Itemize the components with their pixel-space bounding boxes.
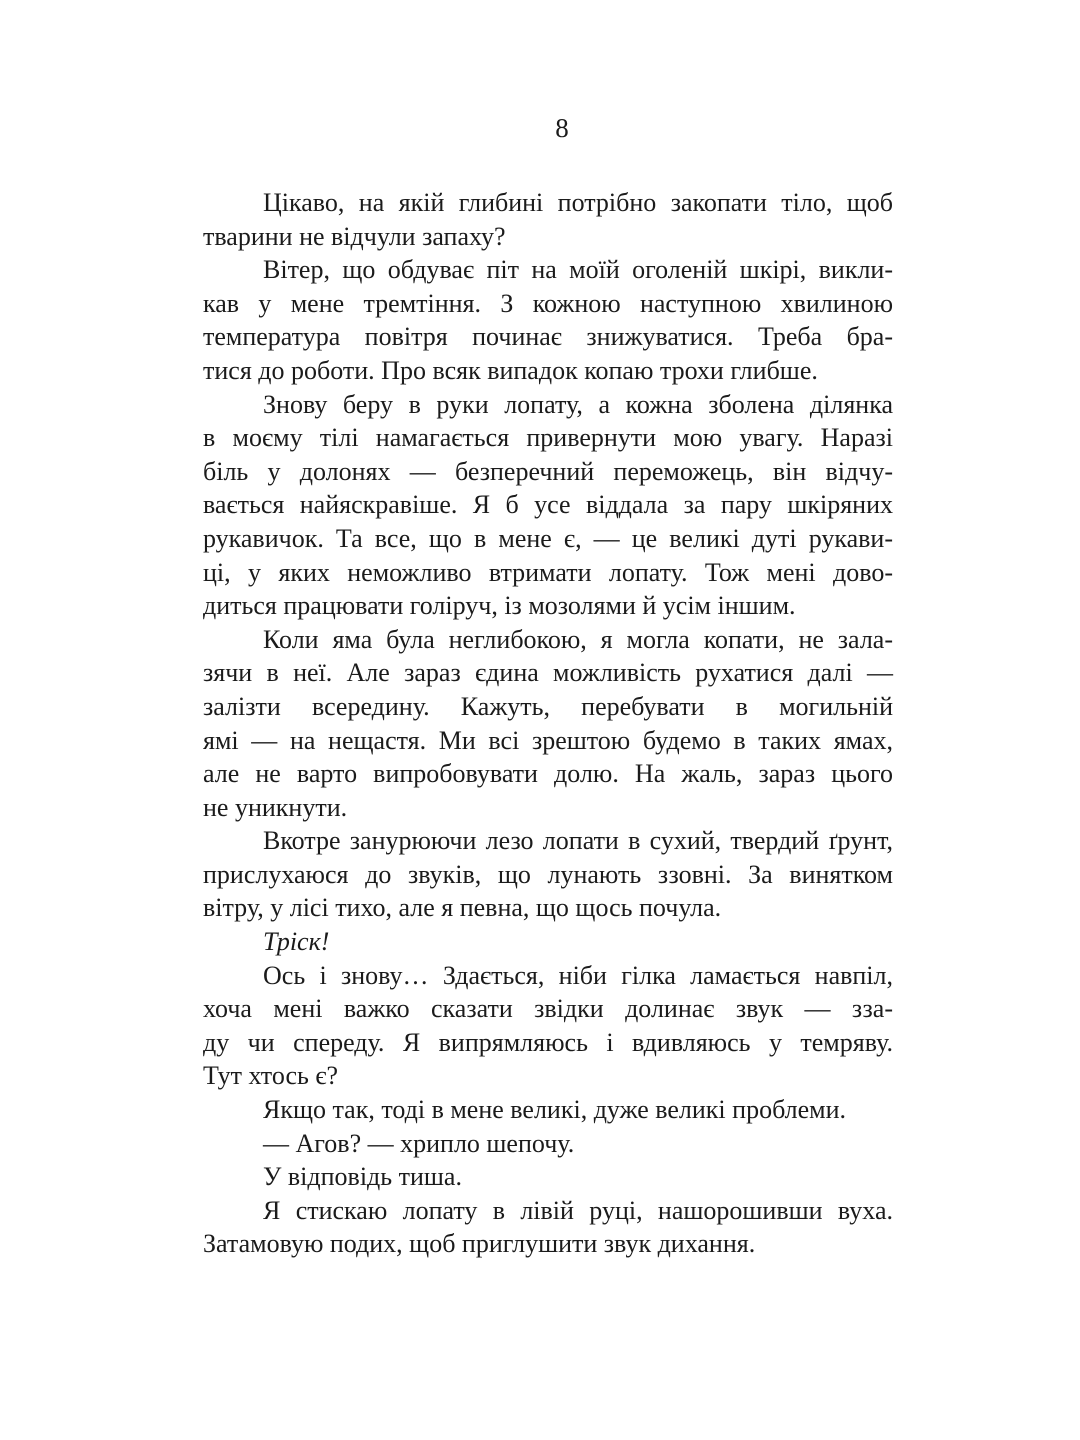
text-line: залізти всередину. Кажуть, перебувати в могильній (203, 691, 893, 721)
paragraph (203, 253, 893, 387)
text-line: рукавичок. Та все, що в мене є, — це великі дуті рукави- (203, 523, 893, 553)
text-line: температура повітря починає знижуватися. Треба бра- (203, 322, 893, 352)
text-line: прислухаюся до звуків, що лунають ззовні. За винятком (203, 859, 893, 889)
paragraph (203, 1194, 893, 1261)
text-line: диться працювати голіруч, із мозолями й усім іншим. (203, 591, 796, 621)
text-line: Я стискаю лопату в лівій руці, нашорошивши вуха. (263, 1195, 893, 1225)
text-line: Ось і знову… Здається, ніби гілка ламається навпіл, (263, 960, 893, 990)
text-line: в моєму тілі намагається привернути мою увагу. Наразі (203, 423, 893, 453)
paragraph (203, 1093, 893, 1127)
text-line: біль у долонях — безперечний переможець, він відчу- (203, 456, 893, 486)
text-line: хоча мені важко сказати звідки долинає звук — зза- (203, 994, 893, 1024)
text-line: тися до роботи. Про всяк випадок копаю трохи глибше. (203, 355, 818, 385)
page-number: 8 (555, 113, 569, 143)
text-line: ямі — на нещастя. Ми всі зрештою будемо в таких ямах, (203, 725, 893, 755)
text-line: — Агов? — хрипло шепочу. (263, 1128, 575, 1158)
text-line: Тут хтось є? (203, 1061, 339, 1091)
text-line: ду чи спереду. Я випрямляюсь і вдивляюсь у темряву. (203, 1027, 893, 1057)
text-line: кав у мене тремтіння. З кожною наступною хвилиною (203, 288, 893, 318)
text-line: Якщо так, тоді в мене великі, дуже великі проблеми. (263, 1095, 847, 1125)
text-line: Коли яма була неглибокою, я могла копати, не зала- (263, 624, 893, 654)
text-line: Знову беру в руки лопату, а кожна зболена ділянка (263, 389, 893, 419)
text-line: Цікаво, на якій глибині потрібно закопати тіло, щоб (263, 188, 893, 217)
text-line: Затамовую подих, щоб приглушити звук дихання. (203, 1229, 756, 1259)
text-line: зячи в неї. Але зараз єдина можливість рухатися далі — (203, 658, 893, 688)
text-line: тварини не відчули запаху? (203, 221, 506, 251)
paragraph (203, 1127, 893, 1161)
paragraph (203, 623, 893, 825)
paragraph (203, 925, 893, 959)
paragraph (203, 824, 893, 925)
text-line: Вітер, що обдуває піт на моїй оголеній шкірі, викли- (263, 255, 893, 285)
text-line: Тріск! (263, 927, 330, 957)
paragraph (203, 388, 893, 623)
paragraph (203, 1160, 893, 1194)
text-line: не уникнути. (203, 792, 348, 822)
text-line: У відповідь тиша. (263, 1162, 462, 1192)
paragraph (203, 959, 893, 1093)
paragraph (203, 186, 893, 253)
text-line: але не варто випробовувати долю. На жаль, зараз цього (203, 759, 893, 789)
page-text (203, 186, 893, 1261)
text-line: вітру, у лісі тихо, але я певна, що щось почула. (203, 893, 722, 923)
text-line: ці, у яких неможливо втримати лопату. Тож мені дово- (203, 557, 893, 587)
text-line: вається найяскравіше. Я б усе віддала за пару шкіряних (203, 490, 893, 520)
text-line: Вкотре занурюючи лезо лопати в сухий, твердий ґрунт, (263, 826, 893, 856)
